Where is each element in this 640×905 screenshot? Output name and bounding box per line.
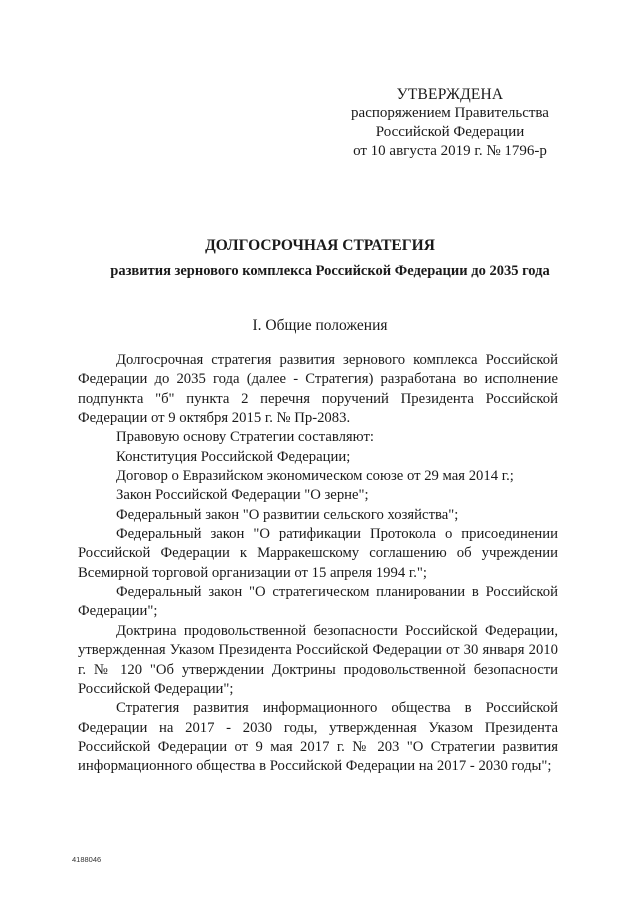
paragraph: Стратегия развития информационного общества в Российской Федерации на 2017 - 2030 годы, утвержденная Указом Президента Российской Федерации от 9 мая 2017 г. № 203 "О Стратегии развития информационного общества в Российской Федерации на 2017 - 2030 годы"; [78,700,558,775]
paragraph: Федеральный закон "О ратификации Протокола о присоединении Российской Федерации к Марракешскому соглашению об учреждении Всемирной торговой организации от 15 апреля 1994 г."; [78,526,558,581]
section-heading: I. Общие положения [252,317,388,334]
paragraph: Долгосрочная стратегия развития зернового комплекса Российской Федерации до 2035 года (далее - Стратегия) разработана во исполнение подпункта "б" пункта 2 перечня поручений Президента Российской Федерации от 9 октября 2015 г. № Пр-2083. [78,352,558,427]
approval-line-2: Российской Федерации [375,124,525,140]
paragraph: Правовую основу Стратегии составляют: [116,429,374,446]
paragraph: Доктрина продовольственной безопасности Российской Федерации, утвержденная Указом Президента Российской Федерации от 30 января 2010 г. № 120 "Об утверждении Доктрины продовольственной безопасности Российской Федерации"; [78,622,558,697]
document-subtitle: развития зернового комплекса Российской Федерации до 2035 года [110,263,550,279]
paragraph: Конституция Российской Федерации; [116,448,351,465]
approval-line-1: распоряжением Правительства [351,105,549,121]
document-body [78,351,558,777]
approval-stamp: УТВЕРЖДЕНА [396,86,504,103]
paragraph: Закон Российской Федерации "О зерне"; [116,487,369,504]
approval-block [330,85,570,161]
paragraph: Договор о Евразийском экономическом союзе от 29 мая 2014 г.; [116,468,514,485]
footer-code: 4188046 [72,855,102,864]
document-title: ДОЛГОСРОЧНАЯ СТРАТЕГИЯ [205,237,435,254]
approval-line-3: от 10 августа 2019 г. № 1796-р [353,143,547,159]
paragraph: Федеральный закон "О стратегическом планировании в Российской Федерации"; [78,584,558,620]
paragraph: Федеральный закон "О развитии сельского хозяйства"; [116,506,459,523]
